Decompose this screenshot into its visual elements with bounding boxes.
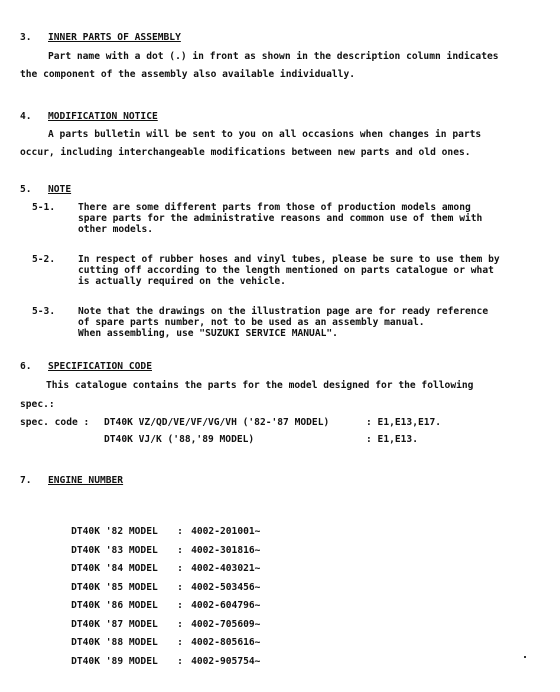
section-6-heading	[20, 361, 152, 372]
engine-number: 4002-805616~	[191, 637, 261, 648]
section-title: SPECIFICATION CODE	[48, 361, 152, 372]
engine-number-row	[48, 645, 260, 678]
section-6-line-1: This catalogue contains the parts for the model designed for the following	[46, 380, 474, 391]
section-title: ENGINE NUMBER	[48, 475, 124, 486]
section-3-heading	[20, 32, 181, 43]
separator: :	[177, 526, 183, 537]
section-number: 5.	[20, 184, 32, 195]
section-4-line-1: A parts bulletin will be sent to you on all occasions when changes in parts	[48, 129, 482, 140]
note-line: of spare parts number, not to be used as an assembly manual.	[78, 317, 425, 328]
separator: :	[177, 545, 183, 556]
engine-number: 4002-705609~	[191, 619, 261, 630]
note-line: In respect of rubber hoses and vinyl tubes, please be sure to use them by	[78, 254, 500, 265]
separator: :	[177, 637, 183, 648]
engine-model: DT40K '86 MODEL	[71, 600, 158, 611]
engine-model: DT40K '84 MODEL	[71, 563, 158, 574]
separator: :	[177, 582, 183, 593]
engine-model: DT40K '82 MODEL	[71, 526, 158, 537]
engine-number: 4002-905754~	[191, 656, 261, 667]
note-line: is actually required on the vehicle.	[78, 276, 286, 287]
note-text	[78, 254, 500, 287]
note-number: 5-3.	[32, 306, 56, 317]
section-title: NOTE	[48, 184, 72, 195]
engine-model: DT40K '87 MODEL	[71, 619, 158, 630]
note-line: There are some different parts from those of production models among	[78, 202, 471, 213]
engine-number: 4002-403021~	[191, 563, 261, 574]
engine-model: DT40K '85 MODEL	[71, 582, 158, 593]
note-line: cutting off according to the length mentioned on parts catalogue or what	[78, 265, 494, 276]
section-number: 4.	[20, 111, 32, 122]
separator: :	[177, 656, 183, 667]
section-6-line-2: spec.:	[20, 399, 55, 410]
section-3-line-2: the component of the assembly also available individually.	[20, 69, 356, 80]
spec-code-label: spec. code :	[20, 417, 90, 428]
section-number: 7.	[20, 475, 32, 486]
note-line: When assembling, use "SUZUKI SERVICE MANUAL".	[78, 328, 338, 339]
engine-number: 4002-201001~	[191, 526, 261, 537]
section-5-heading	[20, 184, 71, 195]
scan-speck	[524, 656, 526, 658]
engine-model: DT40K '83 MODEL	[71, 545, 158, 556]
note-text	[78, 202, 482, 235]
section-title: MODIFICATION NOTICE	[48, 111, 158, 122]
section-number: 3.	[20, 32, 32, 43]
note-line: Note that the drawings on the illustration page are for ready reference	[78, 306, 489, 317]
engine-number: 4002-503456~	[191, 582, 261, 593]
note-line: other models.	[78, 224, 154, 235]
spec-row-model: DT40K VJ/K ('88,'89 MODEL)	[104, 434, 255, 445]
section-7-heading	[20, 475, 123, 486]
separator: :	[177, 619, 183, 630]
spec-row-codes: : E1,E13.	[366, 434, 418, 445]
engine-model: DT40K '88 MODEL	[71, 637, 158, 648]
section-title: INNER PARTS OF ASSEMBLY	[48, 32, 181, 43]
section-3-line-1: Part name with a dot (.) in front as shown in the description column indicates	[48, 51, 499, 62]
section-4-heading	[20, 111, 158, 122]
separator: :	[177, 563, 183, 574]
note-text	[78, 306, 488, 339]
note-number: 5-2.	[32, 254, 56, 265]
engine-number: 4002-604796~	[191, 600, 261, 611]
spec-row-model: DT40K VZ/QD/VE/VF/VG/VH ('82-'87 MODEL)	[104, 417, 330, 428]
engine-number: 4002-301816~	[191, 545, 261, 556]
note-number: 5-1.	[32, 202, 56, 213]
spec-row-codes: : E1,E13,E17.	[366, 417, 442, 428]
note-line: spare parts for the administrative reasons and common use of them with	[78, 213, 483, 224]
section-number: 6.	[20, 361, 32, 372]
separator: :	[177, 600, 183, 611]
engine-model: DT40K '89 MODEL	[71, 656, 158, 667]
section-4-line-2: occur, including interchangeable modifications between new parts and old ones.	[20, 147, 471, 158]
